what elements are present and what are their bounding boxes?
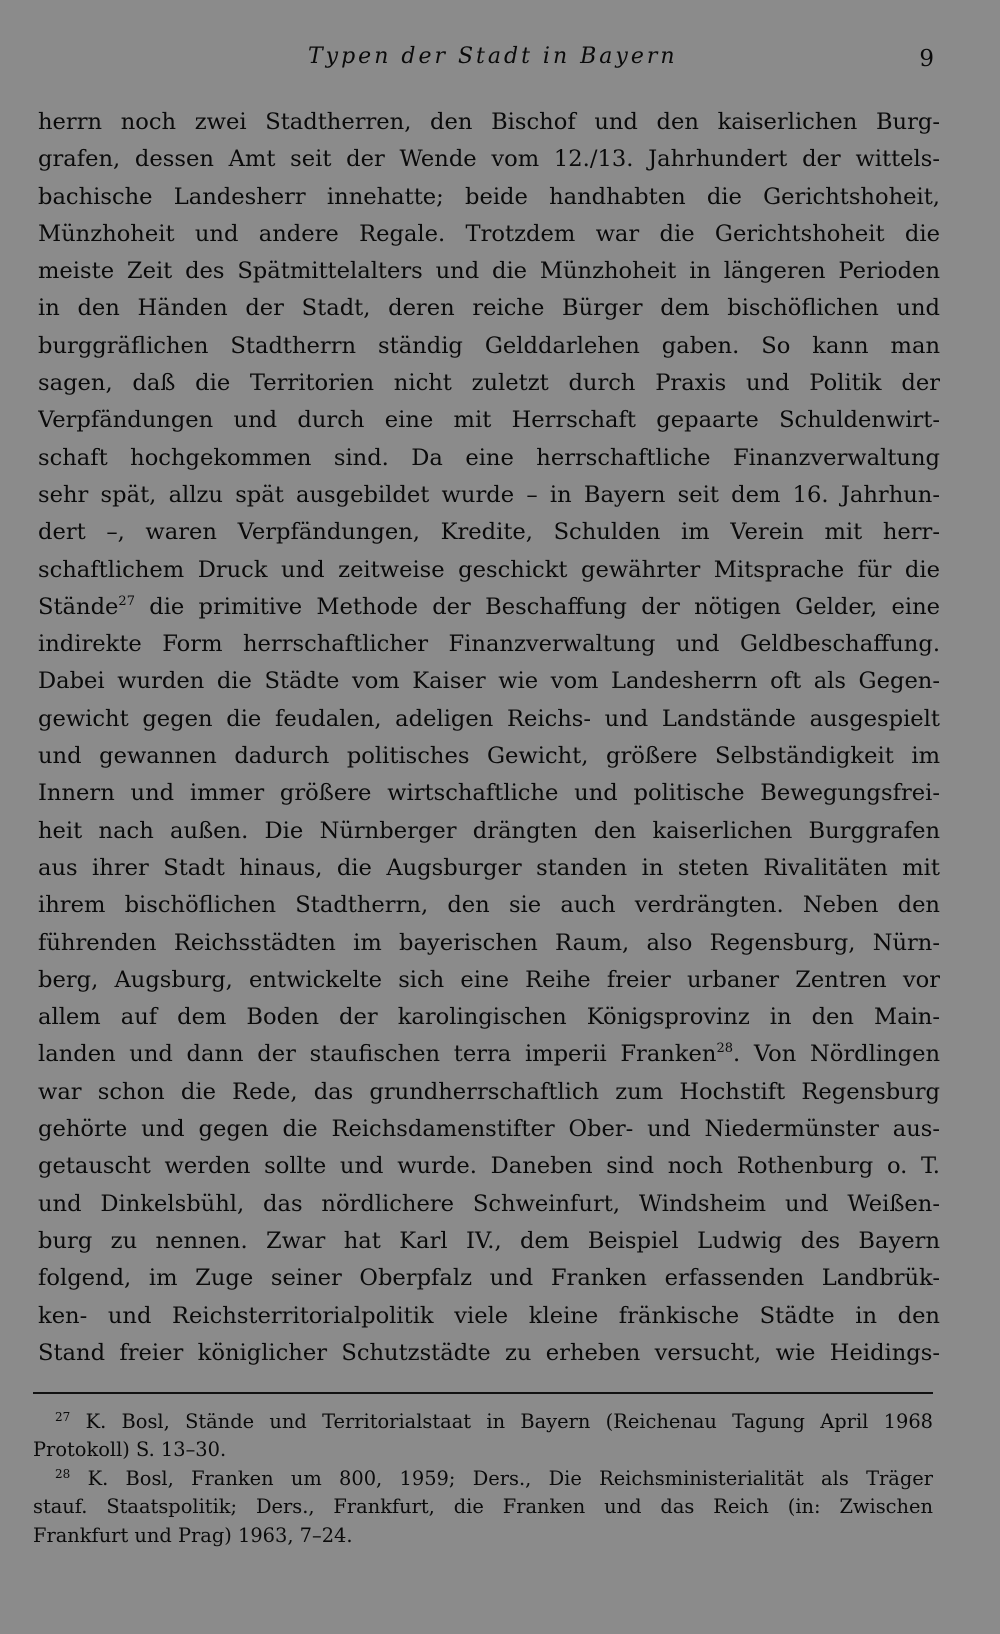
page-number: 9 <box>919 46 934 72</box>
text-line: dert –, waren Verpfändungen, Kredite, Schulden im Verein mit herr- <box>38 519 940 546</box>
text-line: herrn noch zwei Stadtherren, den Bischof und den kaiserlichen Burg- <box>38 109 940 135</box>
footnote-separator <box>33 1392 933 1394</box>
footnote-28-continuation: stauf. Staatspolitik; Ders., Frankfurt, die Franken und das Reich (in: Zwischen <box>33 1495 933 1519</box>
footnote-28-continuation: Frankfurt und Prag) 1963, 7–24. <box>33 1523 353 1547</box>
text-line: getauscht werden sollte und wurde. Daneben sind noch Rothenburg o. T. <box>38 1153 940 1180</box>
text-line: Innern und immer größere wirtschaftliche und politische Bewegungsfrei- <box>38 780 940 807</box>
body-text <box>38 104 940 1372</box>
text-line: schaft hochgekommen sind. Da eine herrschaftliche Finanzverwaltung <box>38 444 940 471</box>
text-line: gewicht gegen die feudalen, adeligen Reichs- und Landstände ausgespielt <box>38 705 940 732</box>
text-line: heit nach außen. Die Nürnberger drängten den kaiserlichen Burggrafen <box>38 817 940 844</box>
text-line: meiste Zeit des Spätmittelalters und die Münzhoheit in längeren Perioden <box>38 258 940 285</box>
footnote-number: 27 <box>55 1410 71 1424</box>
text-line: war schon die Rede, das grundherrschaftlich zum Hochstift Regensburg <box>38 1078 940 1105</box>
footnote-27-continuation: Protokoll) S. 13–30. <box>33 1438 227 1462</box>
text-line: gehörte und gegen die Reichsdamenstifter Ober- und Niedermünster aus- <box>38 1116 940 1143</box>
text-line: burg zu nennen. Zwar hat Karl IV., dem Beispiel Ludwig des Bayern <box>38 1227 940 1254</box>
text-line: Münzhoheit und andere Regale. Trotzdem war die Gerichtshoheit die <box>38 220 940 247</box>
text-line: bachische Landesherr innehatte; beide handhabten die Gerichtshoheit, <box>38 183 940 210</box>
footnote-27: $^{27}$ K. Bosl, Stände und Territorialstaat in Bayern (Reichenau Tagung April 1968 <box>55 1410 933 1433</box>
text-line: berg, Augsburg, entwickelte sich eine Reihe freier urbaner Zentren vor <box>38 966 940 993</box>
footnote-28: $^{28}$ K. Bosl, Franken um 800, 1959; Ders., Die Reichsministerialität als Träger <box>55 1466 933 1490</box>
text-line: schaftlichem Druck und zeitweise geschickt gewährter Mitsprache für die <box>38 556 940 583</box>
text-line: sehr spät, allzu spät ausgebildet wurde – in Bayern seit dem 16. Jahrhun- <box>38 481 940 508</box>
footnote-number: 28 <box>55 1466 71 1481</box>
text-line: grafen, dessen Amt seit der Wende vom 12./13. Jahrhundert der wittels- <box>38 146 940 173</box>
text-line: Dabei wurden die Städte vom Kaiser wie vom Landesherrn oft als Gegen- <box>38 668 940 695</box>
footnote-ref-27: 27 <box>118 593 135 609</box>
text-line: allem auf dem Boden der karolingischen Königsprovinz in den Main- <box>38 1004 940 1031</box>
text-line: und gewannen dadurch politisches Gewicht, größere Selbständigkeit im <box>38 743 940 770</box>
text-line: Stand freier königlicher Schutzstädte zu erheben versucht, wie Heidings- <box>38 1339 940 1366</box>
page-header <box>300 40 940 80</box>
text-line: folgend, im Zuge seiner Oberpfalz und Franken erfassenden Landbrük- <box>38 1265 940 1292</box>
footnotes <box>33 1408 933 1550</box>
text-line: und Dinkelsbühl, das nördlichere Schweinfurt, Windsheim und Weißen- <box>38 1190 940 1217</box>
text-line: burggräflichen Stadtherrn ständig Gelddarlehen gaben. So kann man <box>38 332 940 359</box>
text-line: führenden Reichsstädten im bayerischen Raum, also Regensburg, Nürn- <box>38 929 940 956</box>
running-head: Typen der Stadt in Bayern <box>308 44 678 69</box>
text-line: ihrem bischöflichen Stadtherrn, den sie auch verdrängten. Neben den <box>38 892 940 919</box>
text-line: sagen, daß die Territorien nicht zuletzt durch Praxis und Politik der <box>38 370 940 397</box>
text-line: aus ihrer Stadt hinaus, die Augsburger standen in steten Rivalitäten mit <box>38 854 940 881</box>
text-line: ken- und Reichsterritorialpolitik viele kleine fränkische Städte in den <box>38 1302 940 1329</box>
text-line: landen und dann der staufischen terra imperii Franken$^{28}$. Von Nördlingen <box>38 1041 940 1068</box>
text-line: Stände$^{27}$ die primitive Methode der Beschaffung der nötigen Gelder, eine <box>38 593 940 620</box>
text-line: indirekte Form herrschaftlicher Finanzverwaltung und Geldbeschaffung. <box>38 631 940 658</box>
text-line: in den Händen der Stadt, deren reiche Bürger dem bischöflichen und <box>38 295 940 322</box>
text-line: Verpfändungen und durch eine mit Herrschaft gepaarte Schuldenwirt- <box>38 407 940 434</box>
footnote-ref-28: 28 <box>716 1041 734 1057</box>
